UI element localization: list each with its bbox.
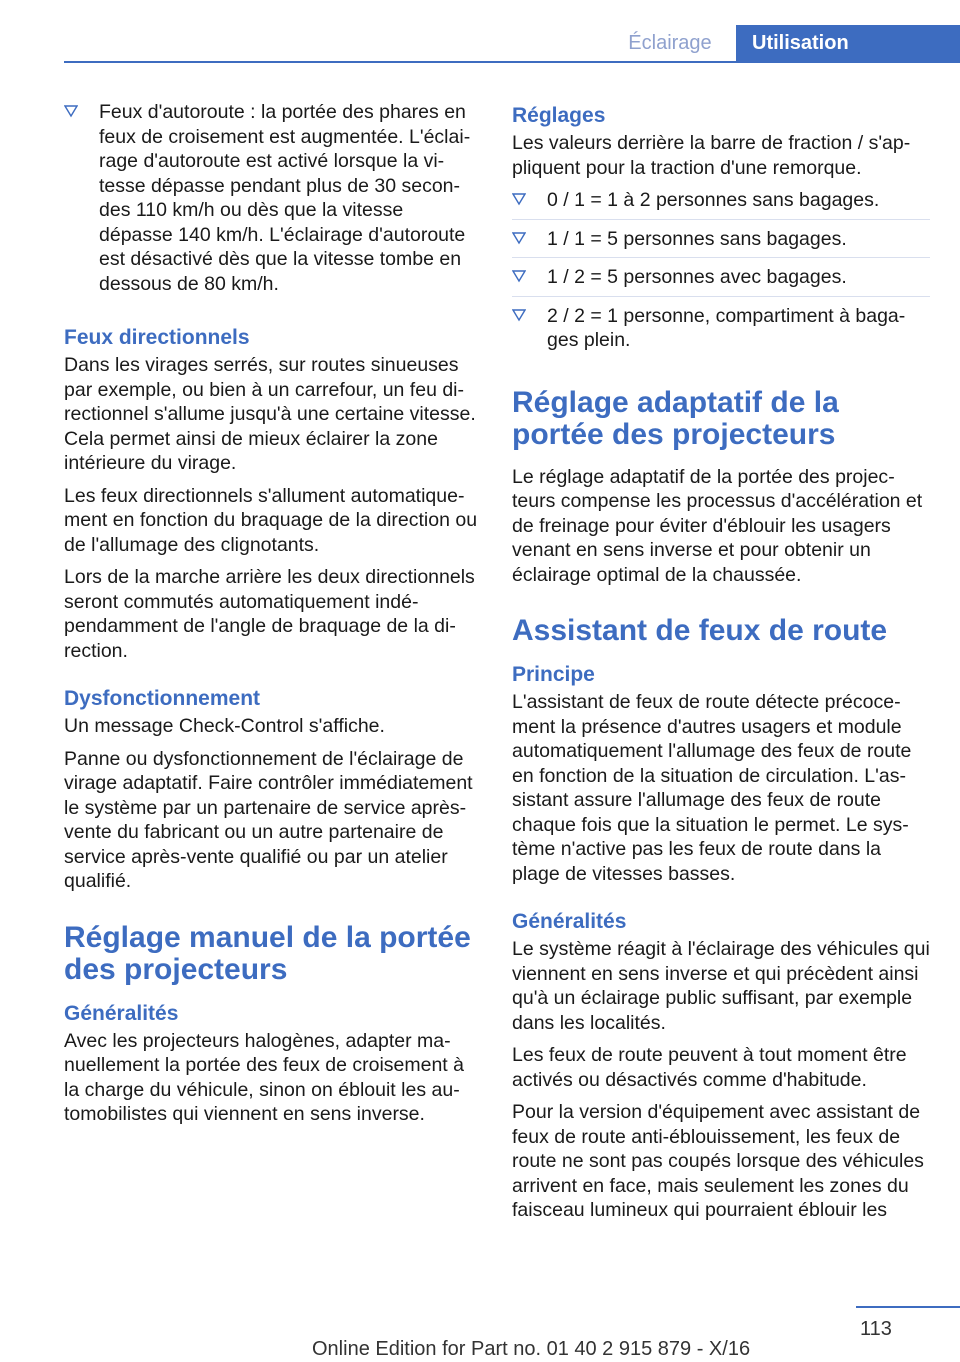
left-column <box>64 100 480 1135</box>
highway-light-list <box>64 100 480 302</box>
list-item-text: 0 / 1 = 1 à 2 personnes sans bagages. <box>547 189 880 211</box>
list-item-text: 2 / 2 = 1 personne, compartiment à bagages plein. <box>547 304 906 351</box>
paragraph: Les valeurs derrière la barre de fraction / s'appliquent pour la traction d'une remorque. <box>512 132 911 179</box>
list-item <box>64 100 480 302</box>
paragraph: Le système réagit à l'éclairage des véhicules qui viennent en sens inverse et qui précèdent ainsi qu'à un éclairage public suffisant, par exemple dans les localités. <box>512 938 930 1034</box>
right-column <box>512 100 930 1231</box>
heading-malfunction: Dysfonctionnement <box>64 687 261 710</box>
heading-general: Généralités <box>512 910 627 933</box>
triangle-bullet-icon <box>64 104 78 118</box>
paragraph: Le réglage adaptatif de la portée des projecteurs compense les processus d'accélération et de freinage pour éviter d'éblouir les usagers venant en sens inverse et pour obtenir un éclairage optimal de la chaussée. <box>512 465 923 586</box>
page-header <box>0 0 960 62</box>
paragraph: Les feux directionnels s'allument automatiquement en fonction du braquage de la direction ou de l'allumage des clignotants. <box>64 484 478 556</box>
triangle-bullet-icon <box>512 308 526 322</box>
footer-rule <box>856 1306 960 1308</box>
heading-general: Généralités <box>64 1001 179 1025</box>
paragraph: Lors de la marche arrière les deux directionnels seront commutés automatiquement indépendamment de l'angle de braquage de la direction. <box>64 566 475 662</box>
list-item-text: 1 / 1 = 5 personnes sans bagages. <box>547 227 847 250</box>
paragraph: Panne ou dysfonctionnement de l'éclairage de virage adaptatif. Faire contrôler immédiatement le système par un partenaire de service après-vente du fabricant ou un autre partenaire de service après-vente qualifié ou par un atelier qualifié. <box>64 747 473 892</box>
header-rule <box>64 61 960 63</box>
edition-footer: Online Edition for Part no. 01 40 2 915 879 - X/16 <box>312 1338 751 1360</box>
list-item <box>512 227 930 259</box>
list-item <box>512 188 930 220</box>
triangle-bullet-icon <box>512 192 526 206</box>
list-item-text: 1 / 2 = 5 personnes avec bagages. <box>547 266 847 288</box>
header-chapter-tab: Utilisation <box>736 25 960 62</box>
paragraph: Un message Check-Control s'affiche. <box>64 715 385 737</box>
heading-directional-lights: Feux directionnels <box>64 326 250 349</box>
list-item-text: Feux d'autoroute : la portée des phares en feux de croisement est augmentée. L'éclairage d'autoroute est activé lorsque la vitesse dépasse pendant plus de 30 secondes 110 km/h ou dès que la vitesse dépasse 140 km/h. L'éclairage d'autoroute est désactivé dès que la vitesse tombe en dessous de 80 km/h. <box>99 101 471 295</box>
triangle-bullet-icon <box>512 269 526 283</box>
paragraph: Avec les projecteurs halogènes, adapter manuellement la portée des feux de croisement à la charge du véhicule, sinon on éblouit les automobilistes qui viennent en sens inverse. <box>64 1029 464 1125</box>
paragraph: Dans les virages serrés, sur routes sinueuses par exemple, ou bien à un carrefour, un feu directionnel s'allume jusqu'à une certaine vitesse. Cela permet ainsi de mieux éclairer la zone intérieure du virage. <box>64 354 476 474</box>
list-item <box>512 265 930 297</box>
heading-principle: Principe <box>512 663 595 686</box>
triangle-bullet-icon <box>512 231 526 245</box>
page-number: 113 <box>860 1318 892 1340</box>
heading-settings: Réglages <box>512 104 606 127</box>
load-settings-list <box>512 188 930 359</box>
paragraph: L'assistant de feux de route détecte précocement la présence d'autres usagers et module automatiquement l'allumage des feux de route en fonction de la situation de circulation. L'assistant assure l'allumage des feux de route chaque fois que la situation le permet. Le système n'active pas les feux de route dans la plage de vitesses basses. <box>512 691 912 885</box>
header-section-title: Éclairage <box>628 32 712 54</box>
heading-adaptive-headlight-range: Réglage adaptatif de la portée des projecteurs <box>512 385 839 451</box>
paragraph: Pour la version d'équipement avec assistant de feux de route anti-éblouissement, les feux de route ne sont pas coupés lorsque des véhicules arrivent en face, mais seulement les zones du faisceau lumineux qui pourraient éblouir les <box>512 1101 924 1221</box>
paragraph: Les feux de route peuvent à tout moment être activés ou désactivés comme d'habitude. <box>512 1044 907 1091</box>
heading-manual-headlight-range: Réglage manuel de la portée des projecteurs <box>64 920 471 986</box>
list-item <box>512 304 930 359</box>
heading-high-beam-assistant: Assistant de feux de route <box>512 614 888 647</box>
